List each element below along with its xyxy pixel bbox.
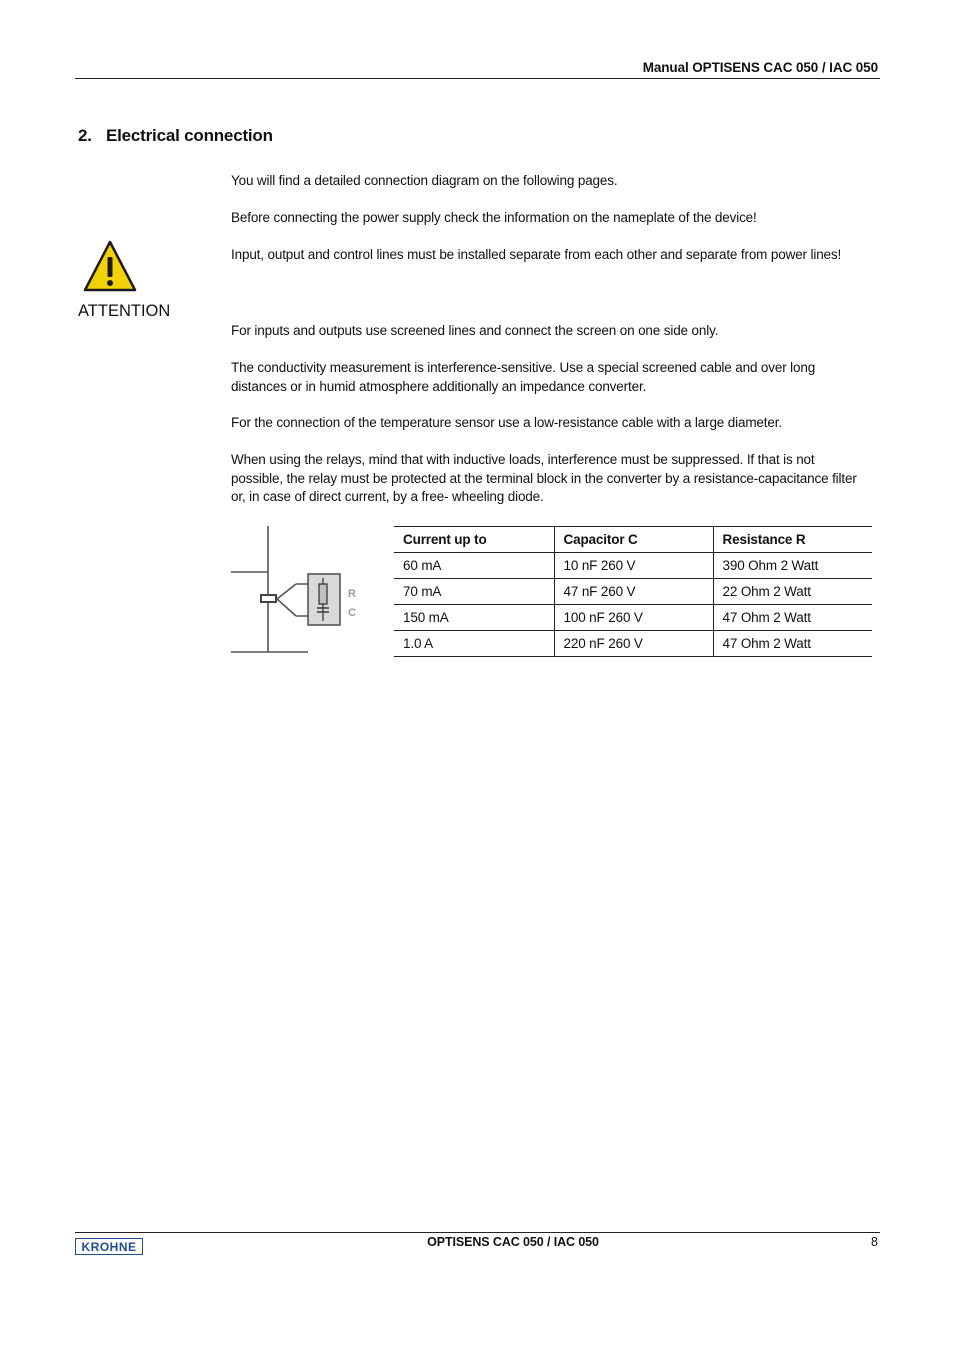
cell-resistance: 22 Ohm 2 Watt: [713, 579, 872, 605]
cell-current: 70 mA: [394, 579, 554, 605]
diagram-label-c: C: [348, 607, 356, 619]
section-title: Electrical connection: [106, 126, 273, 145]
cell-current: 150 mA: [394, 605, 554, 631]
header-capacitor: Capacitor C: [554, 527, 713, 553]
cell-current: 60 mA: [394, 553, 554, 579]
cell-capacitor: 100 nF 260 V: [554, 605, 713, 631]
header-rule: [75, 78, 880, 79]
warning-triangle-icon: [83, 240, 137, 292]
paragraph-conductivity: The conductivity measurement is interference-sensitive. Use a special screened cable and over long distances or in humid atmosphere additionally an impedance converter.: [231, 360, 816, 394]
table-row: [394, 579, 872, 605]
paragraph-relays: When using the relays, mind that with inductive loads, interference must be suppressed. If that is not possible, the relay must be protected at the terminal block in the converter by a resistance-capacitance filter or, in case of direct current, by a free- wheeling diode.: [231, 452, 857, 504]
table-header-row: [394, 527, 872, 553]
paragraph-diagram-reference: You will find a detailed connection diagram on the following pages.: [231, 173, 618, 188]
page-number: 8: [871, 1235, 878, 1249]
header-title: Manual OPTISENS CAC 050 / IAC 050: [642, 60, 878, 75]
cell-resistance: 47 Ohm 2 Watt: [713, 605, 872, 631]
cell-current: 1.0 A: [394, 631, 554, 657]
cell-resistance: 390 Ohm 2 Watt: [713, 553, 872, 579]
paragraph-temperature-sensor: For the connection of the temperature sensor use a low-resistance cable with a large diameter.: [231, 415, 782, 430]
cell-capacitor: 10 nF 260 V: [554, 553, 713, 579]
footer-title: OPTISENS CAC 050 / IAC 050: [427, 1235, 599, 1249]
section-heading: [78, 126, 273, 146]
header-current: Current up to: [394, 527, 554, 553]
paragraph-nameplate-check: Before connecting the power supply check the information on the nameplate of the device!: [231, 210, 757, 225]
cell-capacitor: 220 nF 260 V: [554, 631, 713, 657]
section-number: 2.: [78, 126, 92, 145]
table-row: [394, 553, 872, 579]
rc-filter-diagram: [228, 524, 368, 658]
rc-values-table: [394, 526, 872, 657]
table-row: [394, 631, 872, 657]
cell-resistance: 47 Ohm 2 Watt: [713, 631, 872, 657]
cell-capacitor: 47 nF 260 V: [554, 579, 713, 605]
footer-rule: [75, 1232, 880, 1233]
attention-label: ATTENTION: [78, 302, 171, 320]
paragraph-line-separation: Input, output and control lines must be installed separate from each other and separate from power lines!: [231, 247, 842, 262]
table-row: [394, 605, 872, 631]
paragraph-screened-lines: For inputs and outputs use screened lines and connect the screen on one side only.: [231, 323, 719, 338]
diagram-label-r: R: [348, 588, 356, 600]
krohne-logo: KROHNE: [75, 1238, 143, 1255]
header-resistance: Resistance R: [713, 527, 872, 553]
